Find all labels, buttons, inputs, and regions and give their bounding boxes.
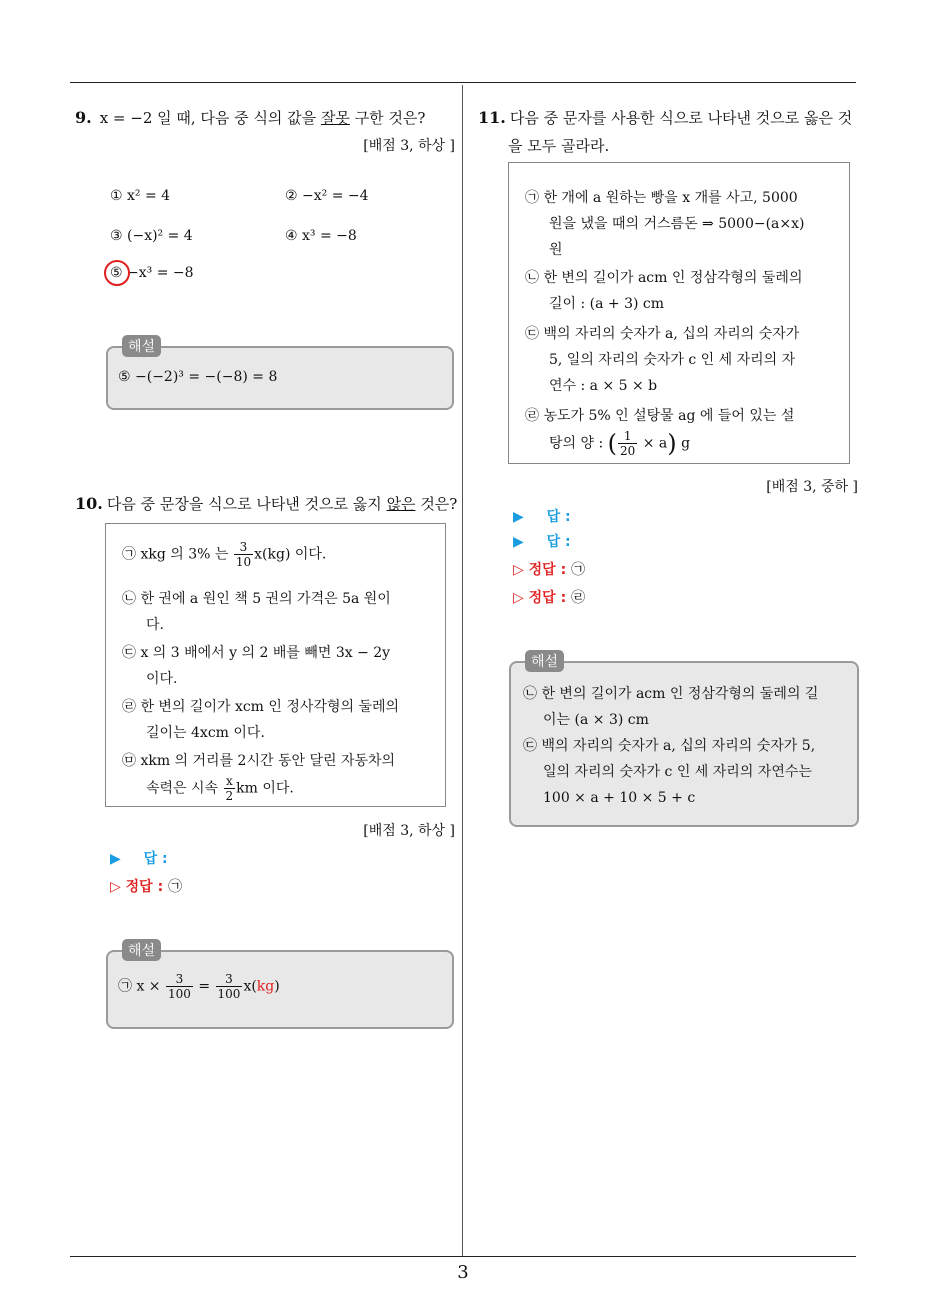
- answer-line: ▶ 답 :: [110, 851, 168, 867]
- statement-4: ㉣ 한 변의 길이가 xcm 인 정사각형의 둘레의 길이는 4xcm 이다.: [122, 699, 400, 741]
- score-label: [배점 3, 하상 ]: [363, 138, 455, 154]
- page-number: 3: [457, 1262, 469, 1283]
- column-divider: [462, 85, 463, 1257]
- statement-box: [508, 162, 850, 464]
- statement-5: ㉤ xkm 의 거리를 2시간 동안 달린 자동차의 속력은 시속 $\frac{x}{2}$ km 이다.: [122, 753, 396, 803]
- question-number: 11.: [478, 108, 506, 127]
- play-triangle-icon: ▶: [513, 509, 524, 525]
- top-rule: [70, 82, 856, 83]
- score-label: [배점 3, 중하 ]: [766, 479, 858, 495]
- correct-answer-line: ▷ 정답 : ㉠: [110, 879, 183, 895]
- score-label: [배점 3, 하상 ]: [363, 823, 455, 839]
- answer-line-1: ▶ 답 :: [513, 509, 571, 525]
- solution-box: [106, 339, 454, 410]
- correct-answer-line-1: ▷ 정답 : ㉠: [513, 562, 586, 578]
- statement-3: ㉢ x 의 3 배에서 y 의 2 배를 빼면 3x − 2y 이다.: [122, 645, 391, 687]
- option-2: ② −x² = −4: [285, 188, 369, 204]
- solution-tag: 해설: [122, 335, 161, 357]
- statement-1: ㉠ 한 개에 a 원하는 빵을 x 개를 사고, 5000 원을 냈을 때의 거스름돈 ⇒ 5000−(a×x) 원: [525, 190, 805, 258]
- question-number: 10.: [75, 494, 103, 513]
- solution-tag: 해설: [122, 939, 161, 961]
- question-number: 9.: [75, 108, 92, 127]
- solution-box: [106, 943, 454, 1029]
- question-10: 10. 다음 중 문장을 식으로 나타낸 것으로 옳지 않은 것은?: [75, 494, 458, 513]
- outline-triangle-icon: ▷: [110, 879, 121, 895]
- solution-text: ㉠ x × $\frac{3}{100}$ = $\frac{3}{100}$ x(kg): [118, 972, 280, 1001]
- outline-triangle-icon: ▷: [513, 562, 524, 578]
- statement-3: ㉢ 백의 자리의 숫자가 a, 십의 자리의 숫자가 5, 일의 자리의 숫자가 c 인 세 자리의 자 연수 : a × 5 × b: [525, 326, 800, 394]
- solution-box: [509, 654, 859, 827]
- solution-text: ⑤ −(−2)³ = −(−8) = 8: [118, 369, 278, 385]
- play-triangle-icon: ▶: [513, 534, 524, 550]
- option-5: ⑤ −x³ = −8: [110, 265, 194, 281]
- statement-1: ㉠ xkg 의 3% 는 $\frac{3}{10}$ x(kg) 이다.: [122, 540, 327, 569]
- answer-line-2: ▶ 답 :: [513, 534, 571, 550]
- statement-4: ㉣ 농도가 5% 인 설탕물 ag 에 들어 있는 설 탕의 양 : ( $\frac{1}{20}$ × a) g: [525, 408, 795, 458]
- outline-triangle-icon: ▷: [513, 590, 524, 606]
- play-triangle-icon: ▶: [110, 851, 121, 867]
- solution-tag: 해설: [525, 650, 564, 672]
- statement-2: ㉡ 한 변의 길이가 acm 인 정삼각형의 둘레의 길이 : (a + 3) cm: [525, 270, 803, 312]
- option-1: ① x² = 4: [110, 188, 171, 204]
- statement-2: ㉡ 한 권에 a 원인 책 5 권의 가격은 5a 원이 다.: [122, 591, 391, 633]
- option-4: ④ x³ = −8: [285, 228, 357, 244]
- question-11: 11. 다음 중 문자를 사용한 식으로 나타낸 것으로 옳은 것 을 모두 골라라.: [478, 108, 853, 155]
- solution-text: ㉡ 한 변의 길이가 acm 인 정삼각형의 둘레의 길 이는 (a × 3) cm ㉢ 백의 자리의 숫자가 a, 십의 자리의 숫자가 5, 일의 자리의 숫자가 c 인 세 자리의 자연수는 100 × a + 10 × 5 + c: [523, 686, 819, 806]
- question-9: 9. x = −2 일 때, 다음 중 식의 값을 잘못 구한 것은?: [75, 108, 426, 127]
- statement-box: [105, 523, 446, 807]
- bottom-rule: [70, 1256, 856, 1257]
- answer-circle-mark: [104, 260, 130, 286]
- option-3: ③ (−x)² = 4: [110, 228, 193, 244]
- correct-answer-line-2: ▷ 정답 : ㉣: [513, 590, 586, 606]
